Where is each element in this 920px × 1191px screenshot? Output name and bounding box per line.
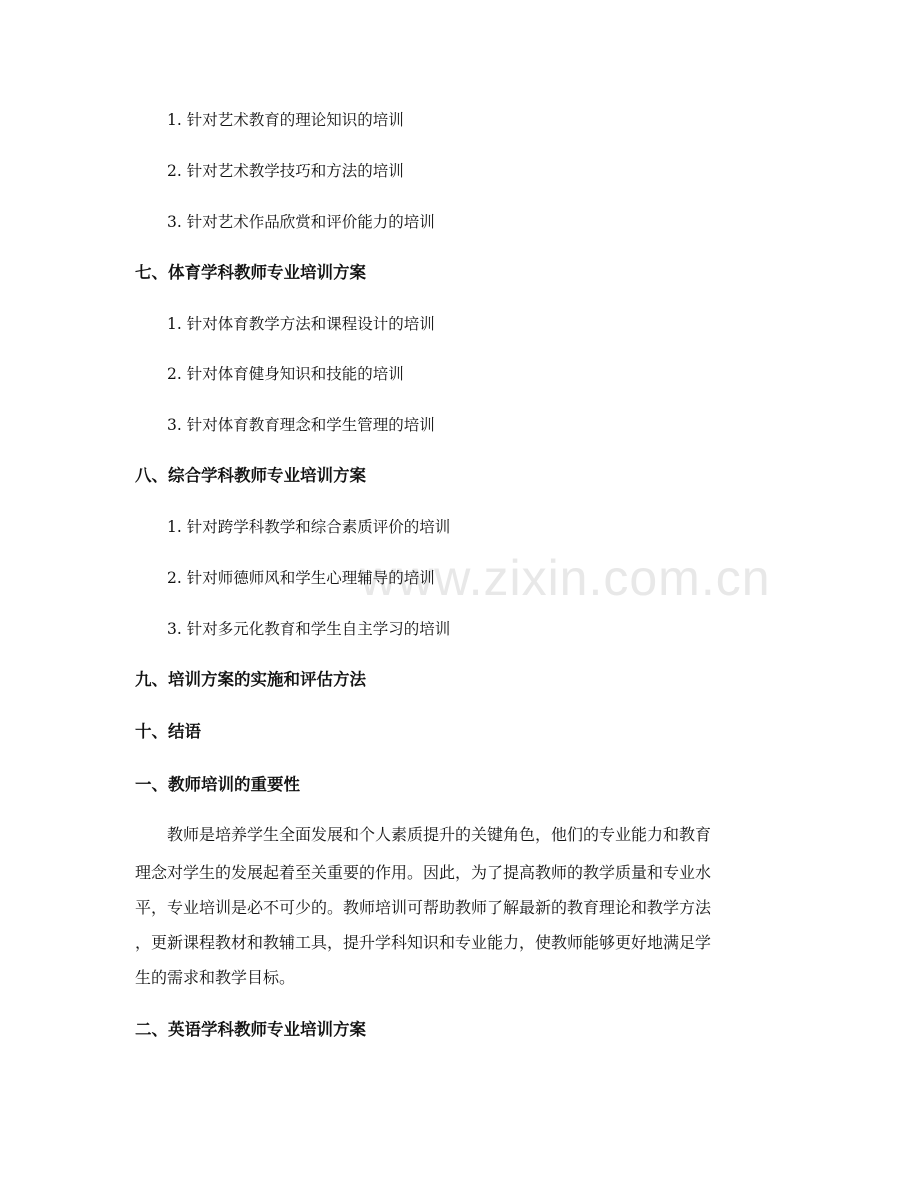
list-item: 1. 针对体育教学方法和课程设计的培训 bbox=[167, 315, 435, 333]
list-item: 3. 针对体育教育理念和学生管理的培训 bbox=[167, 416, 435, 434]
section-heading: 八、综合学科教师专业培训方案 bbox=[135, 466, 366, 485]
paragraph-line: 教师是培养学生全面发展和个人素质提升的关键角色，他们的专业能力和教育 bbox=[167, 825, 712, 844]
section-heading: 十、结语 bbox=[135, 722, 201, 741]
list-item: 1. 针对艺术教育的理论知识的培训 bbox=[167, 111, 404, 129]
list-item: 2. 针对体育健身知识和技能的培训 bbox=[167, 365, 404, 383]
list-item: 2. 针对师德师风和学生心理辅导的培训 bbox=[167, 569, 435, 587]
paragraph-line: 理念对学生的发展起着至关重要的作用。因此，为了提高教师的教学质量和专业水 bbox=[135, 863, 712, 882]
list-item: 1. 针对跨学科教学和综合素质评价的培训 bbox=[167, 518, 451, 536]
section-heading: 二、英语学科教师专业培训方案 bbox=[135, 1020, 366, 1039]
list-item: 3. 针对多元化教育和学生自主学习的培训 bbox=[167, 620, 451, 638]
section-heading: 一、教师培训的重要性 bbox=[135, 775, 300, 794]
watermark: www.zixin.com.cn bbox=[360, 550, 771, 606]
section-heading: 九、培训方案的实施和评估方法 bbox=[135, 670, 366, 689]
paragraph-line: 平，专业培训是必不可少的。教师培训可帮助教师了解最新的教育理论和教学方法 bbox=[135, 898, 712, 917]
list-item: 2. 针对艺术教学技巧和方法的培训 bbox=[167, 162, 404, 180]
list-item: 3. 针对艺术作品欣赏和评价能力的培训 bbox=[167, 213, 435, 231]
paragraph-line: 生的需求和教学目标。 bbox=[135, 968, 296, 987]
section-heading: 七、体育学科教师专业培训方案 bbox=[135, 263, 366, 282]
paragraph-line: ，更新课程教材和教辅工具，提升学科知识和专业能力，使教师能够更好地满足学 bbox=[135, 933, 712, 952]
